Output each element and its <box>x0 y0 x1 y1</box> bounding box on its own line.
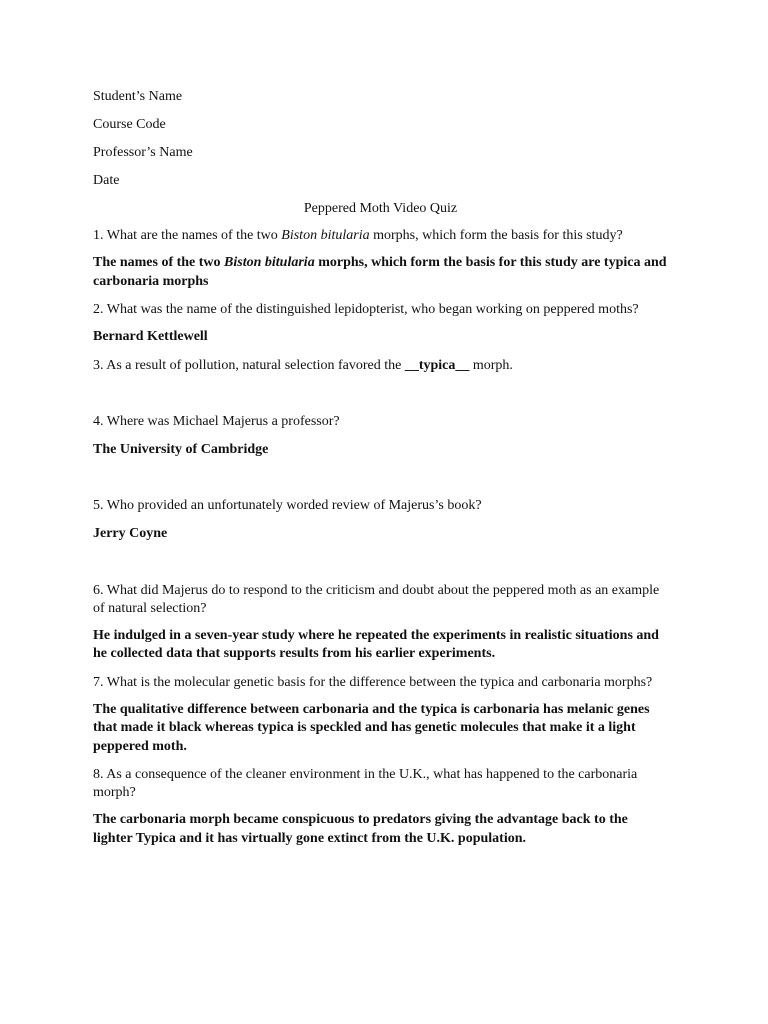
question-5: 5. Who provided an unfortunately worded review of Majerus’s book? <box>93 498 482 513</box>
answer-8: The carbonaria morph became conspicuous to predators giving the advantage back to the lighter Typica and it has virtually gone extinct from the U.K. population. <box>93 812 628 846</box>
answer-1 <box>93 254 668 291</box>
question-3-text-pre: 3. As a result of pollution, natural selection favored the <box>93 357 405 373</box>
question-1-species: Biston bitularia <box>281 228 370 243</box>
question-3-filled-blank: __typica__ <box>404 357 470 373</box>
answer-5: Jerry Coyne <box>93 526 168 541</box>
question-7: 7. What is the molecular genetic basis for the difference between the typica and carbonaria morphs? <box>93 674 653 690</box>
quiz-title: Peppered Moth Video Quiz <box>303 201 458 216</box>
question-6: 6. What did Majerus do to respond to the criticism and doubt about the peppered moth as an example of natural selection? <box>93 582 660 616</box>
question-2: 2. What was the name of the distinguished lepidopterist, who began working on peppered moths? <box>93 302 639 317</box>
answer-6: He indulged in a seven-year study where he repeated the experiments in realistic situations and he collected data that supports results from his earlier experiments. <box>93 627 659 661</box>
question-8: 8. As a consequence of the cleaner environment in the U.K., what has happened to the carbonaria morph? <box>93 767 638 800</box>
answer-1-text-post: morphs, which form the basis for this study are typica and carbonaria morphs <box>93 255 667 289</box>
answer-7: The qualitative difference between carbonaria and the typica is carbonaria has melanic genes that made it black whereas typica is speckled and has genetic molecules that make it a light peppered moth. <box>93 701 650 754</box>
answer-1-species: Biston bitularia <box>224 255 315 270</box>
answer-1-text-pre: The names of the two <box>93 255 225 270</box>
professor-name: Professor’s Name <box>93 145 193 160</box>
question-1-text-pre: 1. What are the names of the two <box>93 228 282 243</box>
question-4: 4. Where was Michael Majerus a professor? <box>93 413 340 429</box>
date: Date <box>93 173 120 188</box>
answer-4: The University of Cambridge <box>93 441 269 457</box>
answer-2: Bernard Kettlewell <box>93 329 208 344</box>
question-3-text-post: morph. <box>469 357 513 373</box>
question-3 <box>93 357 668 375</box>
student-name: Student’s Name <box>93 89 183 104</box>
question-1 <box>93 227 668 245</box>
course-code: Course Code <box>93 117 166 132</box>
question-1-text-post: morphs, which form the basis for this study? <box>369 228 623 243</box>
document-page <box>93 88 668 848</box>
